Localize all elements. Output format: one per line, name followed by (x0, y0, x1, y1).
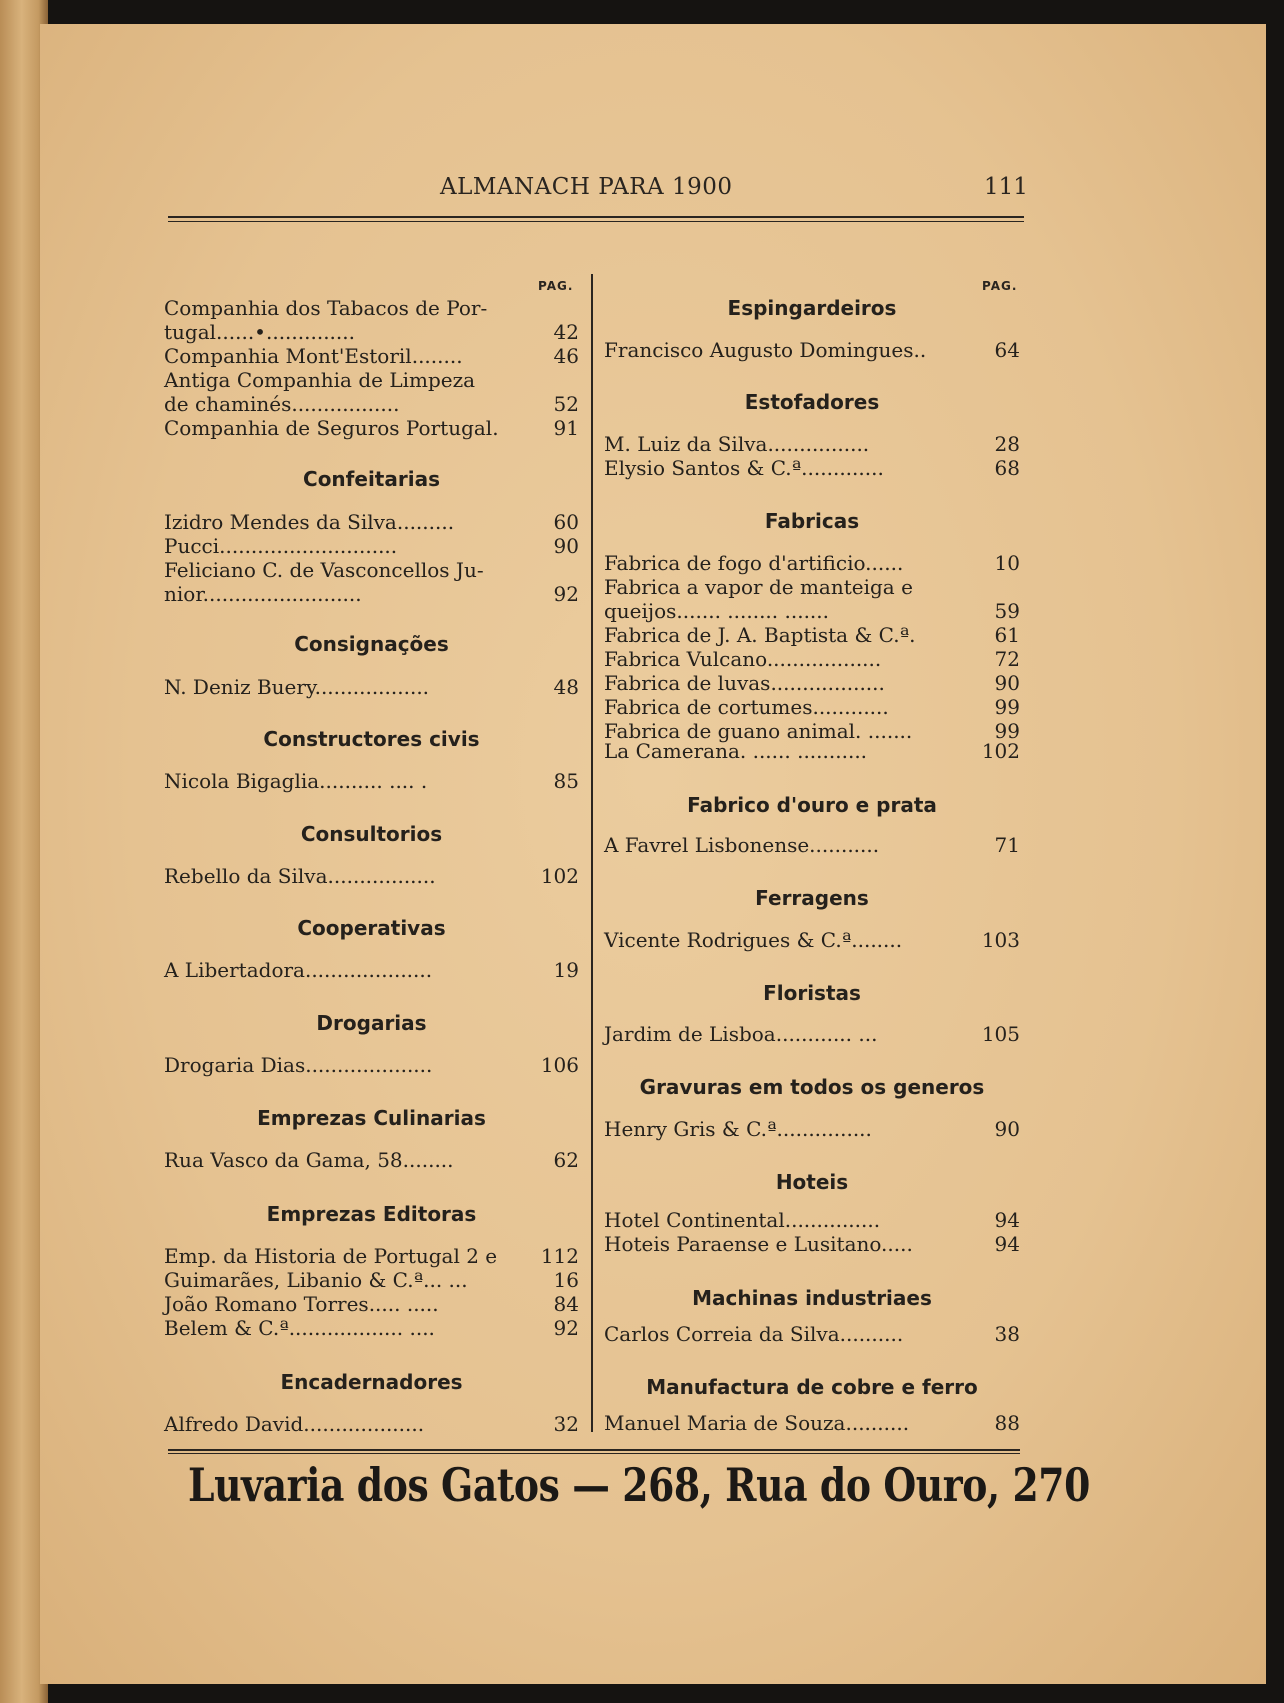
index-entry: Companhia de Seguros Portugal. 91 (164, 416, 579, 440)
section-heading: Gravuras em todos os generos (639, 1075, 985, 1099)
index-entry: queijos....... ........ ....... 59 (604, 599, 1020, 623)
index-entry: Nicola Bigaglia.......... .... . 85 (164, 769, 579, 793)
footer-rule (168, 1449, 1020, 1451)
index-entry: Elysio Santos & C.ª............. 68 (604, 456, 1020, 480)
section-heading: Emprezas Editoras (266, 1202, 477, 1226)
section-heading: Floristas (763, 981, 861, 1005)
index-entry: de chaminés................. 52 (164, 392, 579, 416)
index-entry: A Favrel Lisbonense........... 71 (604, 833, 1020, 857)
section-heading: Fabrico d'ouro e prata (687, 793, 937, 817)
index-entry: Fabrica de J. A. Baptista & C.ª. 61 (604, 623, 1020, 647)
index-entry: João Romano Torres..... ..... 84 (164, 1292, 579, 1316)
index-entry: Fabrica de guano animal. ....... 99 (604, 719, 1020, 743)
page-number: 111 (984, 174, 1028, 200)
index-entry: M. Luiz da Silva................ 28 (604, 432, 1020, 456)
column-divider (591, 274, 593, 1432)
section-heading: Hoteis (775, 1170, 849, 1194)
section-heading: Estofadores (744, 390, 880, 414)
index-entry: N. Deniz Buery.................. 48 (164, 675, 579, 699)
section-heading: Encadernadores (280, 1370, 463, 1394)
index-entry: La Camerana. ...... ........... 102 (604, 739, 1020, 763)
index-entry: Pucci............................ 90 (164, 534, 579, 558)
section-heading: Constructores civis (263, 727, 480, 751)
footer-rule-thin (168, 1453, 1020, 1454)
section-heading: Fabricas (764, 509, 860, 533)
index-entry: Rua Vasco da Gama, 58........ 62 (164, 1148, 579, 1172)
index-entry: Henry Gris & C.ª............... 90 (604, 1117, 1020, 1141)
section-heading: Manufactura de cobre e ferro (646, 1375, 978, 1399)
section-heading: Consultorios (300, 822, 443, 846)
section-heading: Ferragens (755, 886, 869, 910)
index-entry: Fabrica Vulcano.................. 72 (604, 647, 1020, 671)
index-entry: A Libertadora.................... 19 (164, 958, 579, 982)
section-heading: Consignações (294, 632, 449, 656)
index-entry: Hoteis Paraense e Lusitano..... 94 (604, 1232, 1020, 1256)
index-entry: Fabrica a vapor de manteiga e (604, 575, 913, 599)
index-entry: Fabrica de cortumes............ 99 (604, 695, 1020, 719)
index-entry: Jardim de Lisboa............ ... 105 (604, 1022, 1020, 1046)
index-entry: Manuel Maria de Souza.......... 88 (604, 1411, 1020, 1435)
running-header-title: ALMANACH PARA 1900 (440, 174, 733, 200)
index-entry: Francisco Augusto Domingues.. 64 (604, 338, 1020, 362)
index-entry: Companhia dos Tabacos de Por- (164, 296, 488, 320)
index-entry: Fabrica de luvas.................. 90 (604, 671, 1020, 695)
index-entry: Antiga Companhia de Limpeza (164, 368, 476, 392)
header-rule-thin (168, 221, 1024, 222)
section-heading: Espingardeiros (727, 296, 897, 320)
index-entry: nior......................... 92 (164, 582, 579, 606)
index-entry: Drogaria Dias.................... 106 (164, 1053, 579, 1077)
section-heading: Machinas industriaes (692, 1286, 932, 1310)
index-entry: Fabrica de fogo d'artificio...... 10 (604, 551, 1020, 575)
index-entry: Guimarães, Libanio & C.ª... ... 16 (164, 1268, 579, 1292)
header-rule (168, 216, 1024, 218)
index-entry: Belem & C.ª.................. .... 92 (164, 1316, 579, 1340)
left-page-column-header: PAG. (538, 279, 574, 293)
footer-advertisement: Luvaria dos Gatos — 268, Rua do Ouro, 270 (188, 1458, 1090, 1512)
section-heading: Cooperativas (297, 916, 446, 940)
index-entry: Izidro Mendes da Silva......... 60 (164, 510, 579, 534)
index-entry: Emp. da Historia de Portugal 2 e 112 (164, 1244, 579, 1268)
index-entry: Hotel Continental............... 94 (604, 1208, 1020, 1232)
index-entry: tugal......•.............. 42 (164, 320, 579, 344)
index-entry: Alfredo David................... 32 (164, 1412, 579, 1436)
section-heading: Emprezas Culinarias (257, 1106, 486, 1130)
index-entry: Feliciano C. de Vasconcellos Ju- (164, 558, 484, 582)
index-entry: Vicente Rodrigues & C.ª........ 103 (604, 928, 1020, 952)
index-entry: Companhia Mont'Estoril........ 46 (164, 344, 579, 368)
section-heading: Drogarias (316, 1011, 427, 1035)
index-entry: Carlos Correia da Silva.......... 38 (604, 1322, 1020, 1346)
section-heading: Confeitarias (303, 467, 440, 491)
index-entry: Rebello da Silva................. 102 (164, 864, 579, 888)
right-page-column-header: PAG. (982, 279, 1018, 293)
